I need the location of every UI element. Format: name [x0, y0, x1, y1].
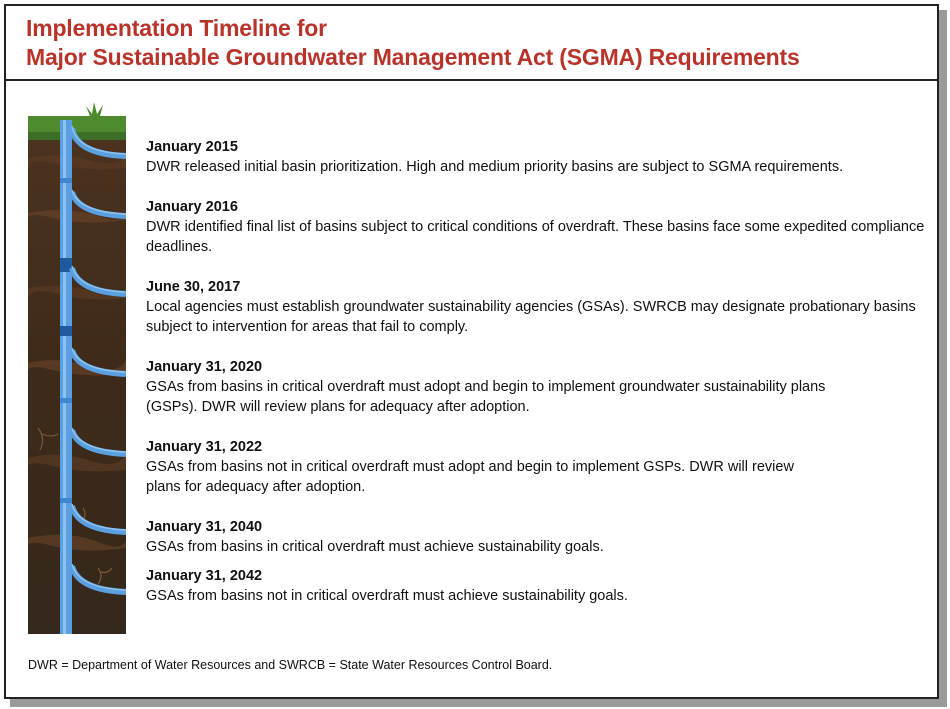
timeline-date: January 31, 2022 — [146, 439, 263, 455]
timeline-date: January 2015 — [146, 139, 238, 155]
timeline-description: DWR identified final list of basins subject to critical conditions of overdraft. These basins face some expedited compliance deadlines. — [146, 219, 925, 255]
timeline-description: GSAs from basins not in critical overdraft must achieve sustainability goals. — [146, 588, 628, 604]
timeline-description: GSAs from basins in critical overdraft must adopt and begin to implement groundwater sustainability plans (GSPs). DWR will review plans for adequacy after adoption. — [146, 379, 826, 415]
timeline-date: January 31, 2020 — [146, 359, 263, 375]
timeline-entry — [146, 437, 826, 497]
timeline-description: GSAs from basins in critical overdraft must achieve sustainability goals. — [146, 539, 604, 555]
title-line-1: Implementation Timeline for — [26, 15, 327, 41]
timeline-date: June 30, 2017 — [146, 279, 241, 295]
figure-frame — [4, 4, 939, 699]
title-line-2: Major Sustainable Groundwater Management Act (SGMA) Requirements — [26, 44, 800, 70]
timeline-date: January 31, 2040 — [146, 519, 263, 535]
timeline-date: January 2016 — [146, 199, 238, 215]
title-bar — [6, 6, 937, 81]
timeline-entry — [146, 277, 931, 337]
timeline-entry — [146, 517, 931, 557]
timeline-entry — [146, 357, 866, 417]
footnote: DWR = Department of Water Resources and SWRCB = State Water Resources Control Board. — [28, 658, 553, 672]
timeline-entry — [146, 566, 931, 606]
timeline-description: Local agencies must establish groundwater sustainability agencies (GSAs). SWRCB may designate probationary basins subject to intervention for areas that fail to comply. — [146, 299, 916, 335]
timeline-description: DWR released initial basin prioritization. High and medium priority basins are subject to SGMA requirements. — [146, 159, 844, 175]
timeline-description: GSAs from basins not in critical overdraft must adopt and begin to implement GSPs. DWR will review plans for adequacy after adoption. — [146, 459, 794, 495]
groundwater-well-soil-icon — [28, 98, 126, 634]
timeline-entry — [146, 197, 931, 257]
timeline-entry — [146, 137, 931, 177]
timeline-date: January 31, 2042 — [146, 568, 263, 584]
